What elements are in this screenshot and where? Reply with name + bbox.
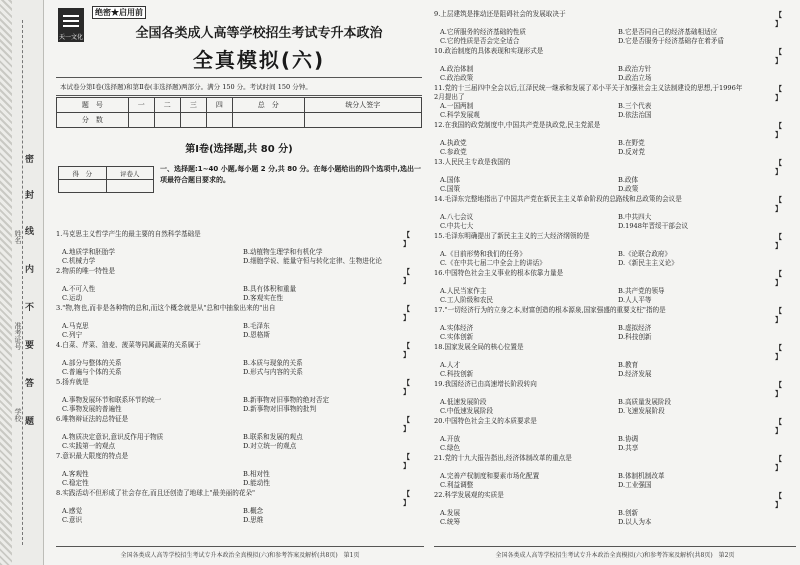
answer-option: D.细胞学说、能量守恒与转化定律、生物进化论 (243, 257, 383, 265)
answer-bracket[interactable]: 【 】 (775, 47, 796, 65)
answer-option: C.《在中共七届二中全会上的讲话》 (440, 259, 546, 267)
answer-bracket[interactable]: 【 】 (403, 415, 424, 433)
question-list-page-2 (434, 10, 796, 528)
question-list-page-1 (56, 230, 424, 526)
answer-option: D.共享 (618, 444, 639, 452)
question-stem: 9.上层建筑是推动还是阻碍社会的发展取决于 (434, 10, 566, 18)
question-stem: 12.在我国的政党制度中,中国共产党是执政党,民主党派是 (434, 121, 601, 129)
answer-option: B.政体 (618, 176, 639, 184)
page-1 (48, 0, 424, 565)
answer-option: C.机械力学 (62, 257, 96, 265)
seal-char: 答 (25, 379, 35, 389)
answer-bracket[interactable]: 【 】 (403, 230, 424, 248)
score-row-label: 分 数 (57, 113, 129, 128)
score-header-cell: 二 (154, 98, 180, 113)
answer-option: B.概念 (243, 507, 264, 515)
answer-option: A.部分与整体的关系 (62, 359, 122, 367)
answer-option: D.形式与内容的关系 (243, 368, 303, 376)
seal-char: 密 (25, 155, 35, 165)
answer-option: D.1948年晋绥干部会议 (618, 222, 689, 230)
choice-instruction: 一、选择题:1~40 小题,每小题 2 分,共 80 分。在每小题给出的四个选项中,选出一项最符合题目要求的。 (160, 165, 422, 184)
answer-bracket[interactable]: 【 】 (403, 304, 424, 322)
question-item (434, 84, 796, 120)
answer-option: C.中共七大 (440, 222, 474, 230)
score-header-cell: 总 分 (232, 98, 304, 113)
answer-bracket[interactable]: 【 】 (403, 267, 424, 285)
answer-bracket[interactable]: 【 】 (775, 195, 796, 213)
answer-option: C.政治政策 (440, 74, 474, 82)
question-stem: 3."物,物也,而非是各种物的总和,而这个概念就是从"总和中抽象出来的"出自 (56, 304, 276, 312)
answer-bracket[interactable]: 【 】 (775, 269, 796, 287)
seal-char: 线 (25, 227, 35, 237)
answer-option: A.事物发展环节和联系环节的统一 (62, 396, 162, 404)
score-label: 得 分 (59, 167, 107, 180)
seal-char: 封 (25, 191, 35, 201)
seal-char: 不 (25, 303, 35, 313)
answer-option: D.新事物对旧事物的批判 (243, 405, 317, 413)
score-cell (232, 113, 304, 128)
answer-option: B.新事物对旧事物的绝对否定 (243, 396, 330, 404)
score-value-row (57, 113, 422, 128)
answer-option: C.国策 (440, 185, 461, 193)
question-item (56, 304, 424, 340)
answer-option: B.虚拟经济 (618, 324, 652, 332)
answer-bracket[interactable]: 【 】 (403, 341, 424, 359)
answer-bracket[interactable]: 【 】 (775, 306, 796, 324)
question-stem: 8.实践活动不但形成了社会存在,而且还创造了地球上"最美丽的花朵" (56, 489, 256, 497)
score-header-cell: 四 (206, 98, 232, 113)
answer-bracket[interactable]: 【 】 (775, 343, 796, 361)
answer-option: C.意识 (62, 516, 83, 524)
answer-option: C.绿色 (440, 444, 461, 452)
seal-char: 题 (25, 417, 35, 427)
answer-option: B.联系和发展的观点 (243, 433, 303, 441)
answer-option: D.对立统一的观点 (243, 442, 297, 450)
question-item (434, 306, 796, 342)
section-title: 第Ⅰ卷(选择题,共 80 分) (185, 144, 293, 155)
question-stem: 10.政治制度的具体表现和实现形式是 (434, 47, 544, 55)
exam-notice: 本试卷分第Ⅰ卷(选择题)和第Ⅱ卷(非选择题)两部分。满分 150 分。考试时间 150 分钟。 (56, 77, 422, 96)
score-cell (180, 113, 206, 128)
answer-bracket[interactable]: 【 】 (775, 454, 796, 472)
question-stem: 21.党的十九大报告指出,经济体制改革的重点是 (434, 454, 572, 462)
seal-char: 内 (25, 265, 35, 275)
answer-option: A.发展 (440, 509, 461, 517)
answer-option: D.恩格斯 (243, 331, 270, 339)
answer-option: D.科技创新 (618, 333, 652, 341)
answer-bracket[interactable]: 【 】 (403, 452, 424, 470)
answer-option: B.三个代表 (618, 102, 652, 110)
answer-option: C.实践第一的观点 (62, 442, 116, 450)
answer-option: A.实体经济 (440, 324, 474, 332)
question-item (434, 454, 796, 490)
question-stem: 14.毛泽东完整地指出了中国共产党在新民主主义革命阶段的总路线和总政策的会议是 (434, 195, 682, 203)
answer-option: C.它的性质是否会完全适合 (440, 37, 520, 45)
score-header-cell: 统分人签字 (304, 98, 421, 113)
answer-option: D.政策 (618, 185, 639, 193)
question-item (434, 47, 796, 83)
answer-option: C.参政党 (440, 148, 467, 156)
answer-option: C.利益调整 (440, 481, 474, 489)
question-stem: 17."一切经济行为的立身之本,财富创造的根本源泉,国家强盛的重要支柱"指的是 (434, 306, 666, 314)
answer-bracket[interactable]: 【 】 (775, 84, 796, 102)
answer-option: A.完善产权制度和要素市场化配置 (440, 472, 540, 480)
answer-option: C.实体创新 (440, 333, 474, 341)
answer-option: A.马克思 (62, 322, 89, 330)
question-item (434, 491, 796, 527)
answer-option: D.经济发展 (618, 370, 652, 378)
question-stem: 5.扬弃就是 (56, 378, 89, 386)
answer-option: A.低速发展阶段 (440, 398, 487, 406)
question-stem: 15.毛泽东明确提出了新民主主义的三大经济纲领的是 (434, 232, 590, 240)
answer-option: A.物质决定意识,意识反作用于物质 (62, 433, 164, 441)
answer-option: A.它所服务的经济基础的性质 (440, 28, 526, 36)
answer-option: C.稳定性 (62, 479, 89, 487)
question-item (434, 417, 796, 453)
question-item (56, 452, 424, 488)
answer-option: C.科技创新 (440, 370, 474, 378)
score-cell (154, 113, 180, 128)
question-item (56, 378, 424, 414)
margin-field-label: 姓名 (14, 230, 22, 244)
answer-option: D.客观实在性 (243, 294, 284, 302)
answer-bracket[interactable]: 【 】 (775, 417, 796, 435)
score-table (56, 97, 422, 128)
question-stem: 7.意识最大限度的特点是 (56, 452, 129, 460)
answer-option: A.执政党 (440, 139, 467, 147)
answer-option: B.具有体积和重量 (243, 285, 297, 293)
question-stem: 1.马克思主义哲学产生的最主要的自然科学基础是 (56, 230, 201, 238)
answer-option: B.中共四大 (618, 213, 652, 221)
exam-title: 全国各类成人高等学校招生考试专升本政治 (135, 26, 383, 41)
answer-option: C.事物发展的普遍性 (62, 405, 122, 413)
answer-option: B.毛泽东 (243, 322, 270, 330)
answer-option: C.工人阶级和农民 (440, 296, 494, 304)
answer-option: C.列宁 (62, 331, 83, 339)
score-cell (128, 113, 154, 128)
exam-subtitle: 全真模拟(六) (192, 48, 326, 72)
question-item (434, 380, 796, 416)
question-item (434, 10, 796, 46)
question-stem: 18.国家发展全局的核心位置是 (434, 343, 524, 351)
question-item (434, 121, 796, 157)
answer-option: A.地质学和胚胎学 (62, 248, 116, 256)
score-header-row (57, 98, 422, 113)
answer-option: D.飞速发展阶段 (618, 407, 665, 415)
question-item (434, 232, 796, 268)
score-header-cell: 题 号 (57, 98, 129, 113)
question-item (56, 489, 424, 525)
seal-line (22, 20, 23, 545)
answer-option: A.开放 (440, 435, 461, 443)
question-stem: 16.中国特色社会主义事业的根本依靠力量是 (434, 269, 564, 277)
grader-table (58, 166, 154, 193)
question-stem: 11.党的十三届四中全会以后,江泽民统一继承和发展了邓小平关于加强社会主义法制建设的思想,于1996年2月提出了 (434, 84, 743, 101)
question-item (56, 267, 424, 303)
answer-bracket[interactable]: 【 】 (775, 121, 796, 139)
answer-bracket[interactable]: 【 】 (775, 380, 796, 398)
answer-option: B.相对性 (243, 470, 270, 478)
answer-option: A.政治体制 (440, 65, 474, 73)
answer-option: B.共产党的领导 (618, 287, 665, 295)
question-item (434, 158, 796, 194)
answer-bracket[interactable]: 【 】 (403, 378, 424, 396)
question-stem: 6.唯物辩证法的总特征是 (56, 415, 129, 423)
answer-option: A.不可入性 (62, 285, 96, 293)
answer-option: D.工业强国 (618, 481, 652, 489)
page-2 (430, 0, 796, 565)
answer-option: D.以人为本 (618, 518, 652, 526)
footer-page-2: 全国各类成人高等学校招生考试专升本政治全真模拟(六)和参考答案及解析(共8页) 第2页 (434, 546, 796, 559)
margin-field-label: 学校 (14, 408, 22, 422)
answer-option: A.八七会议 (440, 213, 474, 221)
answer-option: A.人才 (440, 361, 461, 369)
question-stem: 22.科学发展观的实质是 (434, 491, 504, 499)
answer-option: D.人人平等 (618, 296, 652, 304)
answer-option: C.科学发展观 (440, 111, 480, 119)
answer-option: A.国体 (440, 176, 461, 184)
answer-option: D.能动性 (243, 479, 270, 487)
answer-bracket[interactable]: 【 】 (775, 232, 796, 250)
answer-option: A.人民当家作主 (440, 287, 487, 295)
binding-margin (0, 0, 44, 565)
answer-option: B.教育 (618, 361, 639, 369)
answer-option: A.感觉 (62, 507, 83, 515)
question-stem: 20.中国特色社会主义的本质要求是 (434, 417, 537, 425)
answer-option: B.动植物生理学和有机化学 (243, 248, 323, 256)
score-header-cell: 一 (128, 98, 154, 113)
answer-option: C.普遍与个体的关系 (62, 368, 122, 376)
question-stem: 19.我国经济已由高速增长阶段转向 (434, 380, 537, 388)
answer-option: D.反对党 (618, 148, 645, 156)
score-cell (304, 113, 421, 128)
question-item (56, 341, 424, 377)
answer-option: A.《目前形势和我们的任务》 (440, 250, 526, 258)
answer-option: D.思维 (243, 516, 264, 524)
score-cell (206, 113, 232, 128)
answer-option: B.创新 (618, 509, 639, 517)
score-header-cell: 三 (180, 98, 206, 113)
margin-field-label: 准考证号 (14, 322, 22, 350)
seal-char: 要 (25, 341, 35, 351)
question-item (56, 230, 424, 266)
answer-option: B.它是否同自己的经济基础相适应 (618, 28, 718, 36)
answer-option: A.一国两制 (440, 102, 474, 110)
footer-page-1: 全国各类成人高等学校招生考试专升本政治全真模拟(六)和参考答案及解析(共8页) 第1页 (56, 546, 424, 559)
answer-bracket[interactable]: 【 】 (775, 491, 796, 509)
question-stem: 4.白菜、芹菜、油麦、菠菜等同属蔬菜的关系属于 (56, 341, 201, 349)
answer-option: B.政治方针 (618, 65, 652, 73)
margin-hatch (0, 0, 12, 565)
answer-option: C.中低速发展阶段 (440, 407, 494, 415)
secret-label: 绝密★启用前 (92, 6, 146, 19)
question-item (434, 343, 796, 379)
answer-bracket[interactable]: 【 】 (775, 10, 796, 28)
answer-option: A.客观性 (62, 470, 89, 478)
question-item (434, 195, 796, 231)
answer-bracket[interactable]: 【 】 (403, 489, 424, 507)
question-item (56, 415, 424, 451)
answer-bracket[interactable]: 【 】 (775, 158, 796, 176)
answer-option: B.高质量发展阶段 (618, 398, 672, 406)
answer-option: D.它是否服务于经济基础存在着矛盾 (618, 37, 725, 45)
publisher-logo: 天一文化 (58, 8, 84, 42)
answer-option: D.依法治国 (618, 111, 652, 119)
answer-option: C.运动 (62, 294, 83, 302)
grader-label: 评卷人 (106, 167, 154, 180)
answer-option: D.《新民主主义论》 (618, 259, 678, 267)
answer-option: B.本质与现象的关系 (243, 359, 303, 367)
answer-option: B.在野党 (618, 139, 645, 147)
question-item (434, 269, 796, 305)
answer-option: C.统筹 (440, 518, 461, 526)
answer-option: B.《论联合政府》 (618, 250, 672, 258)
answer-option: D.政治立场 (618, 74, 652, 82)
answer-option: B.体制机制改革 (618, 472, 665, 480)
answer-option: B.协调 (618, 435, 639, 443)
question-stem: 2.物质的唯一特性是 (56, 267, 116, 275)
question-stem: 13.人民民主专政是我国的 (434, 158, 511, 166)
